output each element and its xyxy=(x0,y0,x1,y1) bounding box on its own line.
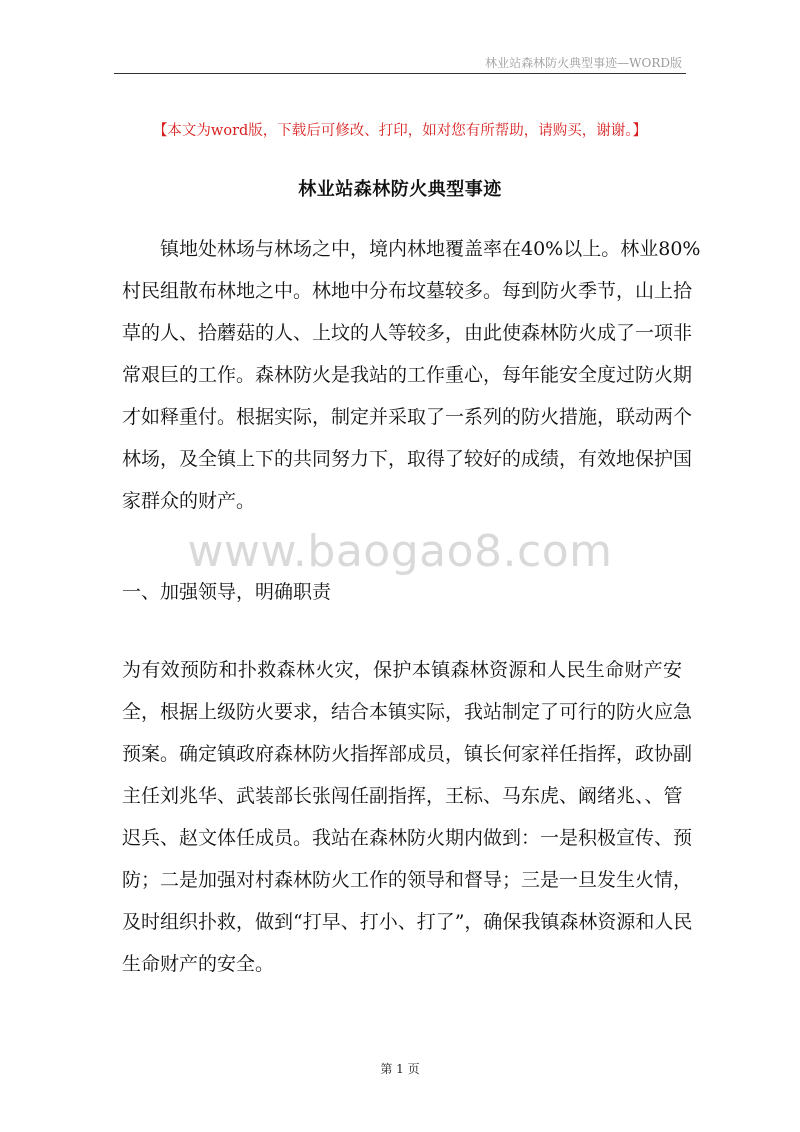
paragraph1-line: 镇地处林场与林场之中，境内林地覆盖率在40%以上。林业80% xyxy=(160,238,701,260)
paragraph2-line: 为有效预防和扑救森林火灾，保护本镇森林资源和人民生命财产安 xyxy=(122,659,682,681)
watermark: www.baogao8.com xyxy=(187,526,613,577)
paragraph2-line: 主任刘兆华、武装部长张闯任副指挥，王标、马东虎、阚绪兆、、管 xyxy=(122,785,683,807)
paragraph2-line: 防；二是加强对村森林防火工作的领导和督导；三是一旦发生火情， xyxy=(122,869,693,891)
download-notice: 【本文为word版，下载后可修改、打印，如对您有所帮助，请购买，谢谢。】 xyxy=(152,123,648,139)
paragraph2-line: 迟兵、赵文体任成员。我站在森林防火期内做到：一是积极宣传、预 xyxy=(122,827,693,849)
paragraph1-line: 村民组散布林地之中。林地中分布坟墓较多。每到防火季节，山上拾 xyxy=(122,280,693,302)
paragraph1-line: 常艰巨的工作。森林防火是我站的工作重心，每年能安全度过防火期 xyxy=(122,364,693,386)
section-heading: 一、加强领导，明确职责 xyxy=(122,581,332,603)
paragraph1-line: 家群众的财产。 xyxy=(122,490,256,512)
document-title: 林业站森林防火典型事迹 xyxy=(298,179,502,200)
paragraph2-line: 及时组织扑救，做到“打早、打小、打了”，确保我镇森林资源和人民 xyxy=(122,911,693,933)
paragraph2-line: 全，根据上级防火要求，结合本镇实际，我站制定了可行的防火应急 xyxy=(122,701,693,723)
paragraph2-line: 预案。确定镇政府森林防火指挥部成员，镇长何家祥任指挥，政协副 xyxy=(122,743,693,765)
paragraph1-line: 草的人、拾蘑菇的人、上坟的人等较多，由此使森林防火成了一项非 xyxy=(122,322,693,344)
running-header: 林业站森林防火典型事迹—WORD版 xyxy=(485,56,682,70)
page-number: 第 1 页 xyxy=(380,1062,420,1076)
paragraph1-line: 才如释重付。根据实际，制定并采取了一系列的防火措施，联动两个 xyxy=(122,406,693,428)
header-divider xyxy=(114,73,686,74)
paragraph2-line: 生命财产的安全。 xyxy=(122,953,275,975)
paragraph1-line: 林场，及全镇上下的共同努力下，取得了较好的成绩，有效地保护国 xyxy=(122,448,693,470)
